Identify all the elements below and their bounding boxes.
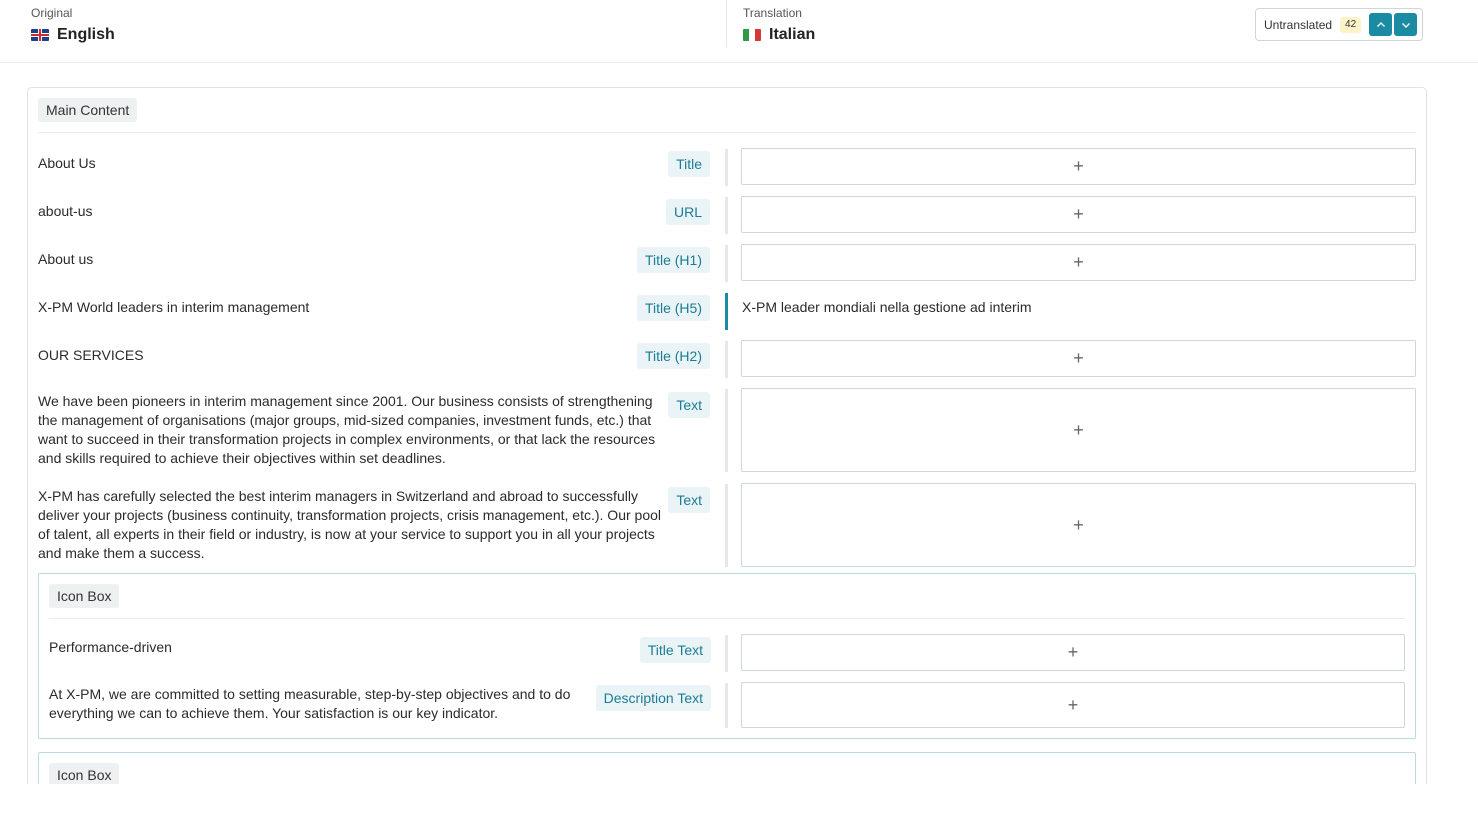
add-translation-button[interactable] bbox=[741, 388, 1416, 472]
field-type-tag: Title (H1) bbox=[637, 247, 710, 273]
original-text: Performance-driven bbox=[49, 639, 172, 655]
translation-language-name: Italian bbox=[769, 26, 816, 43]
row-separator bbox=[725, 484, 728, 567]
original-caption: Original bbox=[31, 6, 73, 20]
translation-header bbox=[0, 0, 1478, 63]
field-type-tag: URL bbox=[666, 199, 710, 225]
row-separator bbox=[725, 245, 728, 282]
main-content-panel bbox=[27, 87, 1427, 824]
original-text: X-PM has carefully selected the best interim managers in Switzerland and abroad to successfully deliver your projects (business continuity, transformation projects, crisis management, etc.). Our pool of talent, all experts in their field or industry, is now at your service to support you in all your projects and make them a success. bbox=[38, 488, 661, 561]
original-language-column bbox=[31, 6, 115, 44]
original-text: About Us bbox=[38, 155, 96, 171]
chevron-up-icon bbox=[1376, 20, 1386, 30]
plus-icon: + bbox=[1073, 252, 1084, 272]
add-translation-button[interactable] bbox=[741, 244, 1416, 281]
original-text: OUR SERVICES bbox=[38, 347, 144, 363]
field-type-tag: Text bbox=[668, 392, 710, 418]
row-separator bbox=[725, 389, 728, 472]
icon-box-group bbox=[38, 573, 1416, 739]
row-separator bbox=[725, 635, 728, 672]
viewport-bottom-edge bbox=[0, 784, 1478, 824]
plus-icon: + bbox=[1067, 642, 1079, 662]
original-text: We have been pioneers in interim management since 2001. Our business consists of strengthening the management of organisations (major groups, mid-sized companies, investment funds, etc.) that want to succeed in their transformation projects in complex environments, or that lack the resources and skills required to achieve their objectives within set deadlines. bbox=[38, 393, 656, 466]
add-translation-button[interactable] bbox=[741, 483, 1416, 567]
field-type-tag: Text bbox=[668, 487, 710, 513]
untranslated-filter-label: Untranslated bbox=[1264, 17, 1333, 32]
untranslated-count-badge: 42 bbox=[1340, 17, 1361, 33]
row-separator bbox=[725, 683, 728, 728]
field-type-tag: Description Text bbox=[596, 685, 711, 711]
original-language-name: English bbox=[57, 26, 115, 43]
row-separator bbox=[725, 197, 728, 234]
section-label-main-content: Main Content bbox=[38, 98, 137, 122]
plus-icon: + bbox=[1067, 694, 1079, 715]
field-type-tag: Title (H2) bbox=[637, 343, 710, 369]
original-text: About us bbox=[38, 251, 94, 267]
section-label-icon-box: Icon Box bbox=[49, 584, 119, 608]
translation-text[interactable]: X-PM leader mondiali nella gestione ad interim bbox=[742, 299, 1032, 315]
field-type-tag: Title bbox=[668, 151, 710, 177]
untranslated-navigator bbox=[1255, 8, 1423, 41]
row-separator bbox=[725, 341, 728, 378]
section-label-icon-box: Icon Box bbox=[49, 763, 119, 787]
section-divider bbox=[49, 618, 1405, 619]
row-separator bbox=[725, 149, 728, 186]
row-separator-translated bbox=[725, 293, 728, 330]
field-type-tag: Title Text bbox=[640, 637, 711, 663]
uk-flag-icon bbox=[31, 29, 49, 41]
italy-flag-icon bbox=[743, 29, 761, 41]
section-divider bbox=[38, 132, 1416, 133]
add-translation-button[interactable] bbox=[741, 634, 1405, 671]
previous-untranslated-button[interactable] bbox=[1369, 13, 1392, 36]
add-translation-button[interactable] bbox=[741, 148, 1416, 185]
add-translation-button[interactable] bbox=[741, 340, 1416, 377]
original-text: X-PM World leaders in interim management bbox=[38, 299, 310, 315]
plus-icon: + bbox=[1073, 419, 1084, 440]
plus-icon: + bbox=[1073, 204, 1084, 224]
original-text: about-us bbox=[38, 203, 93, 219]
next-untranslated-button[interactable] bbox=[1394, 13, 1417, 36]
header-divider bbox=[726, 0, 727, 47]
original-text: At X-PM, we are committed to setting measurable, step-by-step objectives and to do everything we can to achieve them. Your satisfaction is our key indicator. bbox=[49, 686, 571, 721]
add-translation-button[interactable] bbox=[741, 196, 1416, 233]
plus-icon: + bbox=[1073, 348, 1084, 368]
field-type-tag: Title (H5) bbox=[637, 295, 710, 321]
translation-caption: Translation bbox=[743, 6, 802, 20]
plus-icon: + bbox=[1073, 156, 1084, 176]
plus-icon: + bbox=[1073, 514, 1084, 535]
chevron-down-icon bbox=[1401, 20, 1411, 30]
translation-language-column bbox=[743, 6, 815, 44]
add-translation-button[interactable] bbox=[741, 682, 1405, 728]
